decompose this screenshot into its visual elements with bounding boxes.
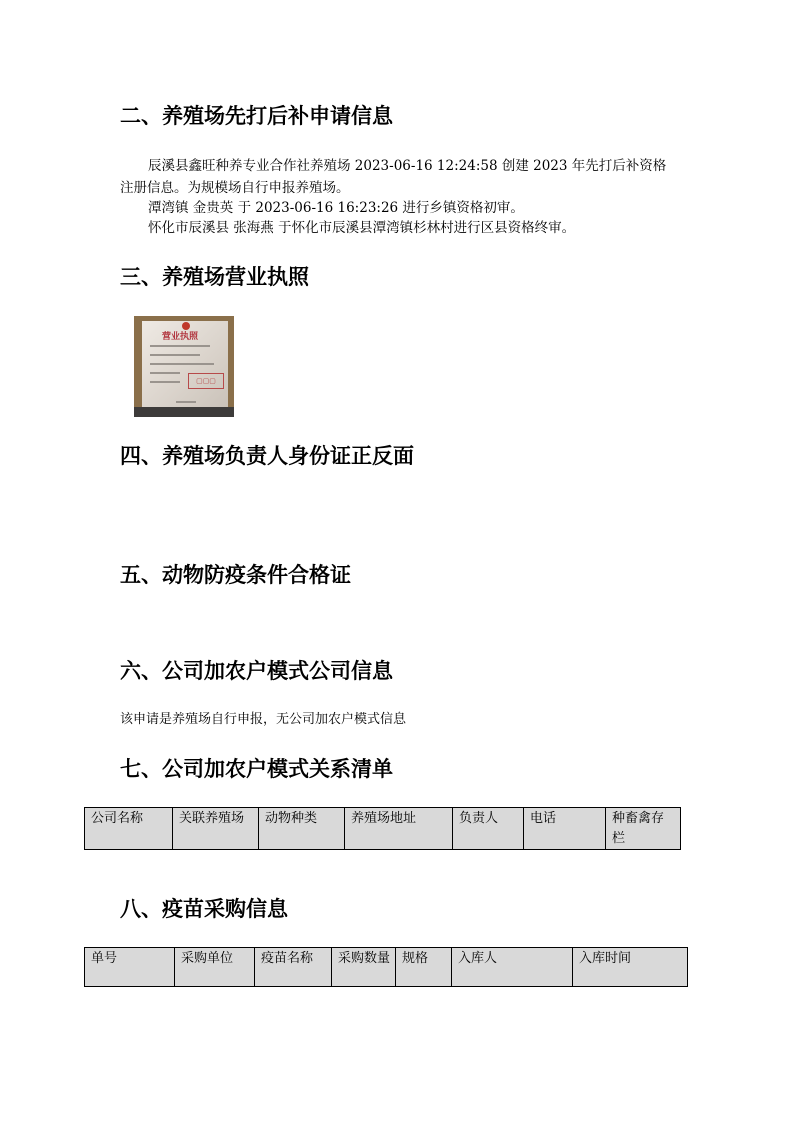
application-line-3: 潭湾镇 金贵英 于 2023-06-16 16:23:26 进行乡镇资格初审。 xyxy=(148,200,524,216)
license-title-graphic: 营业执照 xyxy=(162,332,199,342)
section-4-title: 四、养殖场负责人身份证正反面 xyxy=(120,444,414,468)
seal-stamp-icon: ▢▢▢ xyxy=(188,373,224,389)
col-specification: 规格 xyxy=(396,948,452,987)
business-license-photo xyxy=(134,316,234,417)
table-header-row xyxy=(85,948,688,987)
vaccine-purchase-table xyxy=(84,947,688,987)
col-phone: 电话 xyxy=(524,808,606,850)
section-6-title: 六、公司加农户模式公司信息 xyxy=(120,659,393,683)
col-animal-type: 动物种类 xyxy=(259,808,345,850)
section-3-title: 三、养殖场营业执照 xyxy=(120,265,309,289)
relationship-list-table xyxy=(84,807,681,850)
col-warehouse-time: 入库时间 xyxy=(573,948,688,987)
company-info-note: 该申请是养殖场自行申报，无公司加农户模式信息 xyxy=(120,712,407,727)
col-person-in-charge: 负责人 xyxy=(453,808,524,850)
application-line-1: 辰溪县鑫旺种养专业合作社养殖场 2023-06-16 12:24:58 创建 2023 年先打后补资格 xyxy=(148,158,667,174)
section-2-title: 二、养殖场先打后补申请信息 xyxy=(120,104,393,128)
col-vaccine-name: 疫苗名称 xyxy=(255,948,332,987)
col-order-number: 单号 xyxy=(85,948,175,987)
license-frame-base xyxy=(134,407,234,417)
section-5-title: 五、动物防疫条件合格证 xyxy=(120,563,351,587)
table-header-row xyxy=(85,808,681,850)
col-company-name: 公司名称 xyxy=(85,808,173,850)
col-farm-address: 养殖场地址 xyxy=(345,808,453,850)
section-7-title: 七、公司加农户模式关系清单 xyxy=(120,757,393,781)
col-purchase-quantity: 采购数量 xyxy=(332,948,396,987)
col-breeding-stock: 种畜禽存栏 xyxy=(606,808,681,850)
col-warehouse-receiver: 入库人 xyxy=(452,948,573,987)
col-purchasing-unit: 采购单位 xyxy=(175,948,255,987)
col-linked-farm: 关联养殖场 xyxy=(173,808,259,850)
application-line-2: 注册信息。为规模场自行申报养殖场。 xyxy=(120,180,350,196)
license-paper xyxy=(142,321,228,413)
application-line-4: 怀化市辰溪县 张海燕 于怀化市辰溪县潭湾镇杉林村进行区县资格终审。 xyxy=(148,220,576,236)
section-8-title: 八、疫苗采购信息 xyxy=(120,897,288,921)
